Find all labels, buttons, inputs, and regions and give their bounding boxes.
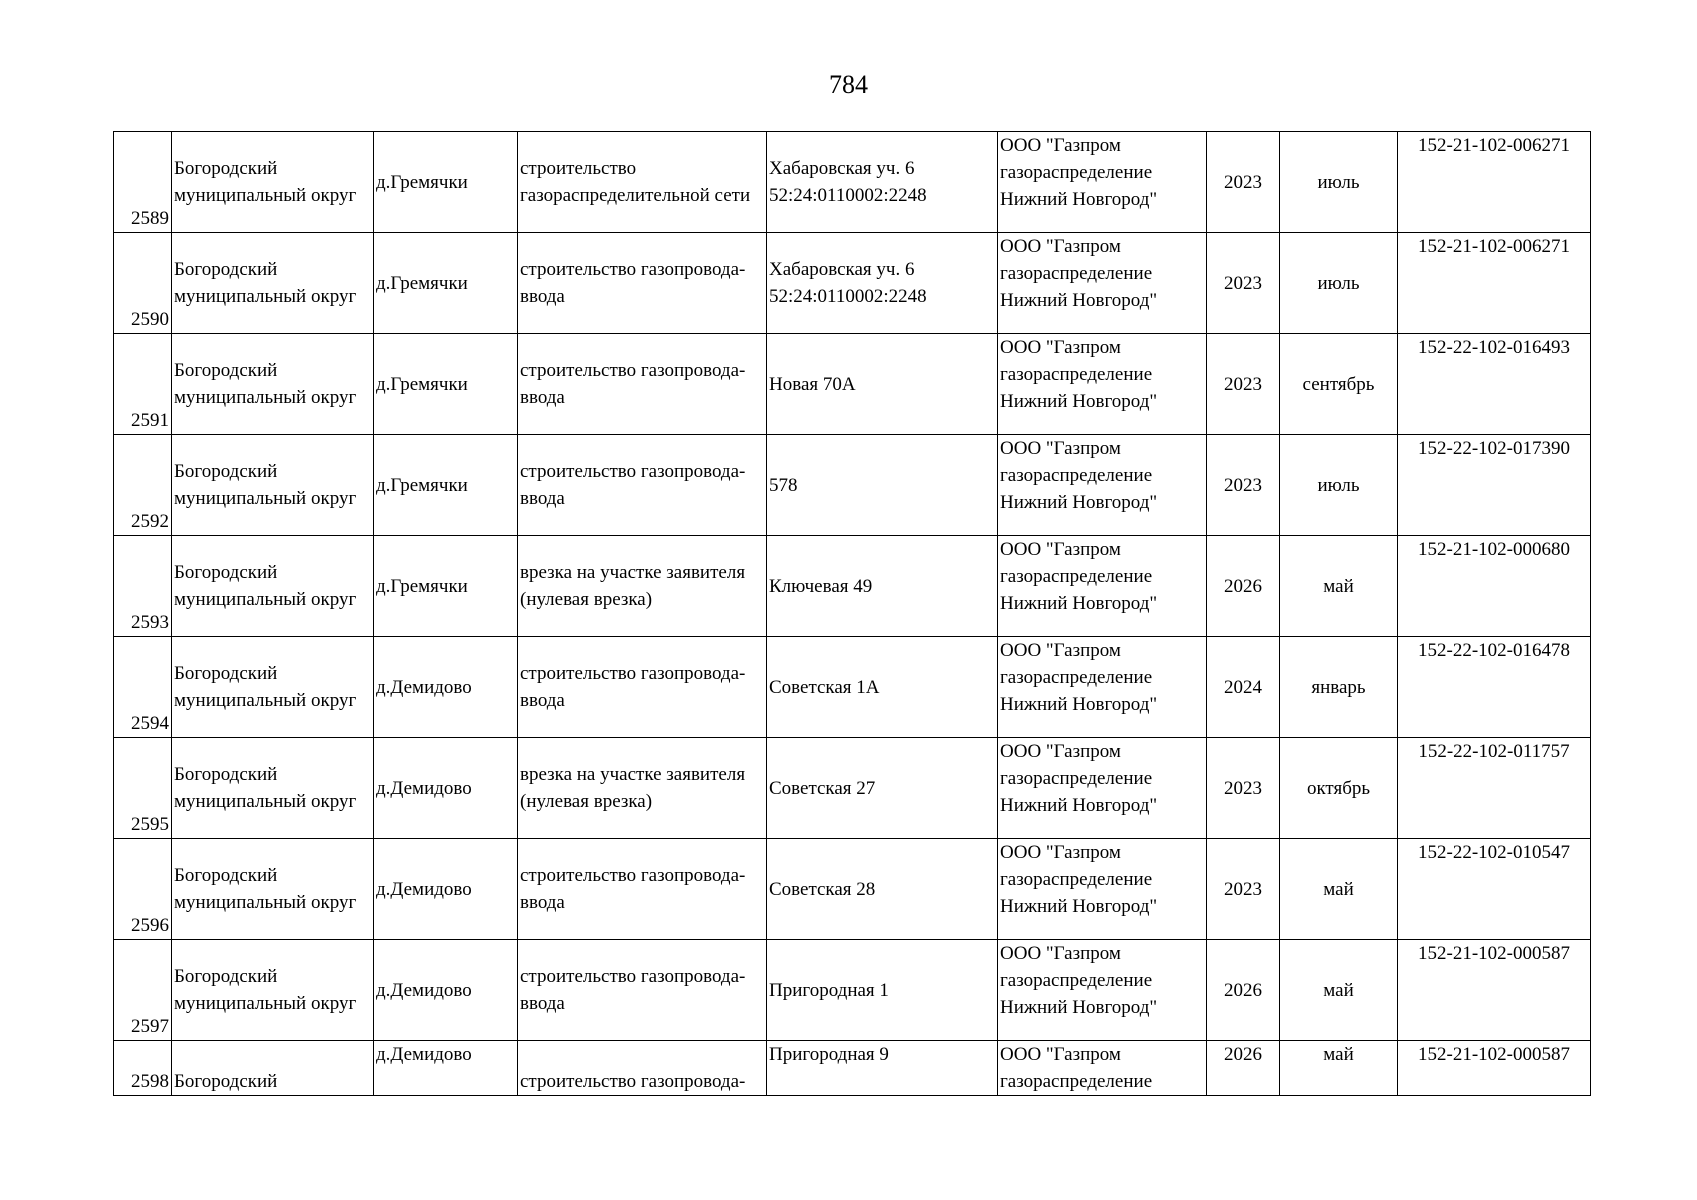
district-cell-line: Богородский — [174, 461, 278, 482]
organization-cell-line: ООО "Газпром — [1000, 337, 1121, 358]
work-type-cell-line: ввода — [520, 387, 565, 408]
settlement-cell: д.Демидово — [374, 839, 518, 940]
organization-cell-line: ООО "Газпром — [1000, 741, 1121, 762]
district-cell-line: Богородский — [174, 259, 278, 280]
work-type-cell — [518, 334, 767, 435]
table-row — [114, 1041, 1591, 1096]
organization-cell — [998, 940, 1207, 1041]
organization-cell-line: газораспределение — [1000, 566, 1153, 587]
address-cell — [767, 334, 998, 435]
table-row — [114, 233, 1591, 334]
address-cell-line: Советская 28 — [769, 878, 876, 900]
work-type-cell-line: ввода — [520, 690, 565, 711]
settlement-cell: д.Гремячки — [374, 233, 518, 334]
district-cell-line: муниципальный округ — [174, 690, 357, 711]
district-cell-line: муниципальный округ — [174, 892, 357, 913]
application-code-cell: 152-21-102-000587 — [1398, 1041, 1591, 1096]
work-type-cell-line: врезка на участке заявителя — [520, 764, 746, 785]
organization-cell-line: ООО "Газпром — [1000, 438, 1121, 459]
application-code-cell: 152-21-102-006271 — [1398, 132, 1591, 233]
settlement-cell: д.Гремячки — [374, 536, 518, 637]
address-cell-line: Хабаровская уч. 6 — [769, 259, 915, 280]
work-type-cell — [518, 738, 767, 839]
row-number: 2596 — [114, 839, 172, 940]
table-row — [114, 334, 1591, 435]
table-row — [114, 637, 1591, 738]
address-cell-line: Советская 1А — [769, 676, 880, 698]
organization-cell — [998, 435, 1207, 536]
work-type-cell — [518, 536, 767, 637]
work-type-cell — [518, 1041, 767, 1096]
district-cell-line: Богородский — [174, 663, 278, 684]
year-cell: 2023 — [1207, 435, 1280, 536]
work-type-cell-line: строительство газопровода- — [520, 360, 746, 381]
table-row — [114, 839, 1591, 940]
work-type-cell-line: строительство газопровода- — [520, 966, 746, 987]
district-cell-line: Богородский — [174, 1071, 278, 1092]
district-cell-line: Богородский — [174, 865, 278, 886]
work-type-cell-line: ввода — [520, 488, 565, 509]
organization-cell — [998, 132, 1207, 233]
organization-cell-line: ООО "Газпром — [1000, 236, 1121, 257]
application-code-cell: 152-21-102-000587 — [1398, 940, 1591, 1041]
district-cell — [172, 940, 374, 1041]
work-type-cell-line: строительство газопровода- — [520, 461, 746, 482]
row-number: 2594 — [114, 637, 172, 738]
organization-cell — [998, 334, 1207, 435]
address-cell — [767, 435, 998, 536]
district-cell-line: муниципальный округ — [174, 185, 357, 206]
year-cell: 2023 — [1207, 132, 1280, 233]
organization-cell-line: Нижний Новгород" — [1000, 492, 1158, 513]
organization-cell-line: ООО "Газпром — [1000, 539, 1121, 560]
district-cell-line: Богородский — [174, 158, 278, 179]
address-cell-line: Хабаровская уч. 6 — [769, 158, 915, 179]
district-cell-line: муниципальный округ — [174, 286, 357, 307]
year-cell: 2026 — [1207, 536, 1280, 637]
application-code-cell: 152-22-102-016478 — [1398, 637, 1591, 738]
application-code-cell: 152-22-102-017390 — [1398, 435, 1591, 536]
year-cell: 2023 — [1207, 738, 1280, 839]
organization-cell-line: газораспределение — [1000, 970, 1153, 991]
district-cell-line: Богородский — [174, 966, 278, 987]
district-cell — [172, 637, 374, 738]
work-type-cell — [518, 940, 767, 1041]
year-cell: 2023 — [1207, 233, 1280, 334]
settlement-cell: д.Демидово — [374, 940, 518, 1041]
district-cell — [172, 738, 374, 839]
address-cell — [767, 233, 998, 334]
district-cell-line: Богородский — [174, 360, 278, 381]
organization-cell-line: Нижний Новгород" — [1000, 896, 1158, 917]
work-type-cell-line: строительство газопровода- — [520, 663, 746, 684]
organization-cell-line: газораспределение — [1000, 364, 1153, 385]
district-cell-line: муниципальный округ — [174, 387, 357, 408]
organization-cell-line: ООО "Газпром — [1000, 1044, 1121, 1065]
address-cell-line: Пригородная 1 — [769, 979, 889, 1001]
organization-cell-line: ООО "Газпром — [1000, 943, 1121, 964]
address-cell-line: Пригородная 9 — [769, 1044, 889, 1065]
organization-cell — [998, 839, 1207, 940]
address-cell — [767, 839, 998, 940]
work-type-cell-line: газораспределительной сети — [520, 185, 751, 206]
address-cell — [767, 1041, 998, 1096]
organization-cell — [998, 536, 1207, 637]
work-type-cell-line: (нулевая врезка) — [520, 791, 653, 812]
address-cell-line: 52:24:0110002:2248 — [769, 286, 927, 307]
district-cell-line: Богородский — [174, 764, 278, 785]
work-type-cell-line: врезка на участке заявителя — [520, 562, 746, 583]
organization-cell-line: Нижний Новгород" — [1000, 997, 1158, 1018]
work-type-cell — [518, 435, 767, 536]
address-cell-line: Советская 27 — [769, 777, 876, 799]
district-cell — [172, 839, 374, 940]
year-cell: 2026 — [1207, 1041, 1280, 1096]
organization-cell-line: ООО "Газпром — [1000, 842, 1121, 863]
organization-cell-line: ООО "Газпром — [1000, 135, 1121, 156]
organization-cell-line: газораспределение — [1000, 263, 1153, 284]
organization-cell-line: газораспределение — [1000, 162, 1153, 183]
work-type-cell-line: ввода — [520, 286, 565, 307]
address-cell — [767, 536, 998, 637]
work-type-cell-line: строительство — [520, 158, 637, 179]
table-row — [114, 536, 1591, 637]
settlement-cell: д.Демидово — [374, 738, 518, 839]
table-row — [114, 940, 1591, 1041]
month-cell: май — [1280, 839, 1398, 940]
month-cell: июль — [1280, 233, 1398, 334]
district-cell — [172, 132, 374, 233]
table-row — [114, 132, 1591, 233]
district-cell-line: муниципальный округ — [174, 993, 357, 1014]
district-cell-line: муниципальный округ — [174, 488, 357, 509]
organization-cell-line: Нижний Новгород" — [1000, 189, 1158, 210]
settlement-cell: д.Гремячки — [374, 334, 518, 435]
table-row — [114, 435, 1591, 536]
organization-cell — [998, 738, 1207, 839]
register-table — [113, 131, 1591, 1096]
month-cell: май — [1280, 940, 1398, 1041]
work-type-cell-line: строительство газопровода- — [520, 259, 746, 280]
organization-cell-line: ООО "Газпром — [1000, 640, 1121, 661]
month-cell: сентябрь — [1280, 334, 1398, 435]
work-type-cell-line: (нулевая врезка) — [520, 589, 653, 610]
month-cell: июль — [1280, 132, 1398, 233]
application-code-cell: 152-22-102-010547 — [1398, 839, 1591, 940]
work-type-cell — [518, 233, 767, 334]
year-cell: 2024 — [1207, 637, 1280, 738]
organization-cell-line: газораспределение — [1000, 869, 1153, 890]
row-number: 2593 — [114, 536, 172, 637]
organization-cell-line: газораспределение — [1000, 1071, 1153, 1092]
month-cell: июль — [1280, 435, 1398, 536]
organization-cell-line: газораспределение — [1000, 667, 1153, 688]
organization-cell-line: Нижний Новгород" — [1000, 795, 1158, 816]
row-number: 2595 — [114, 738, 172, 839]
month-cell: октябрь — [1280, 738, 1398, 839]
settlement-cell: д.Гремячки — [374, 435, 518, 536]
application-code-cell: 152-22-102-011757 — [1398, 738, 1591, 839]
address-cell-line: 52:24:0110002:2248 — [769, 185, 927, 206]
district-cell-line: муниципальный округ — [174, 791, 357, 812]
address-cell-line: Новая 70А — [769, 373, 856, 395]
organization-cell-line: Нижний Новгород" — [1000, 290, 1158, 311]
register-table-body — [114, 132, 1591, 1096]
settlement-cell: д.Демидово — [374, 1041, 518, 1096]
district-cell — [172, 1041, 374, 1096]
year-cell: 2023 — [1207, 839, 1280, 940]
month-cell: май — [1280, 536, 1398, 637]
application-code-cell: 152-21-102-006271 — [1398, 233, 1591, 334]
row-number: 2590 — [114, 233, 172, 334]
work-type-cell-line: строительство газопровода- — [520, 1071, 746, 1092]
organization-cell — [998, 637, 1207, 738]
district-cell — [172, 233, 374, 334]
organization-cell-line: Нижний Новгород" — [1000, 593, 1158, 614]
row-number: 2589 — [114, 132, 172, 233]
organization-cell-line: газораспределение — [1000, 465, 1153, 486]
district-cell-line: муниципальный округ — [174, 589, 357, 610]
organization-cell — [998, 233, 1207, 334]
address-cell-line: 578 — [769, 474, 798, 496]
table-row — [114, 738, 1591, 839]
address-cell-line: Ключевая 49 — [769, 575, 873, 597]
work-type-cell-line: ввода — [520, 892, 565, 913]
application-code-cell: 152-21-102-000680 — [1398, 536, 1591, 637]
page-number: 784 — [829, 70, 868, 99]
application-code-cell: 152-22-102-016493 — [1398, 334, 1591, 435]
row-number: 2597 — [114, 940, 172, 1041]
address-cell — [767, 738, 998, 839]
year-cell: 2026 — [1207, 940, 1280, 1041]
row-number: 2592 — [114, 435, 172, 536]
organization-cell-line: Нижний Новгород" — [1000, 391, 1158, 412]
work-type-cell-line: строительство газопровода- — [520, 865, 746, 886]
row-number: 2591 — [114, 334, 172, 435]
district-cell-line: Богородский — [174, 562, 278, 583]
work-type-cell — [518, 132, 767, 233]
settlement-cell: д.Демидово — [374, 637, 518, 738]
year-cell: 2023 — [1207, 334, 1280, 435]
work-type-cell — [518, 839, 767, 940]
address-cell — [767, 940, 998, 1041]
district-cell — [172, 334, 374, 435]
row-number: 2598 — [114, 1041, 172, 1096]
month-cell: май — [1280, 1041, 1398, 1096]
district-cell — [172, 536, 374, 637]
organization-cell-line: Нижний Новгород" — [1000, 694, 1158, 715]
work-type-cell-line: ввода — [520, 993, 565, 1014]
address-cell — [767, 637, 998, 738]
organization-cell — [998, 1041, 1207, 1096]
settlement-cell: д.Гремячки — [374, 132, 518, 233]
district-cell — [172, 435, 374, 536]
address-cell — [767, 132, 998, 233]
month-cell: январь — [1280, 637, 1398, 738]
work-type-cell — [518, 637, 767, 738]
organization-cell-line: газораспределение — [1000, 768, 1153, 789]
